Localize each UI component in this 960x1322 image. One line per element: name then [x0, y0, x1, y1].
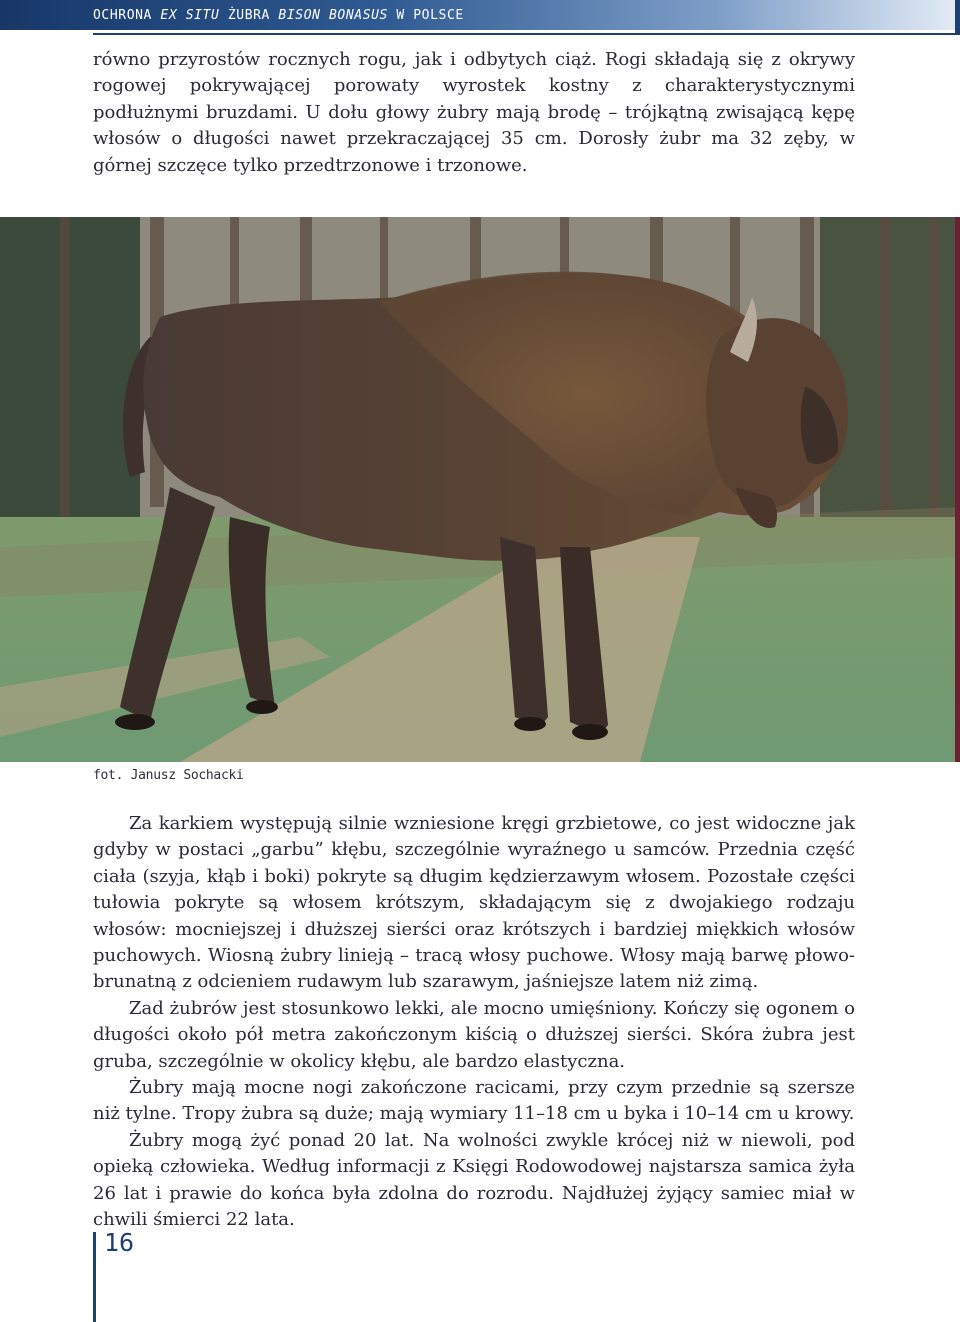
- running-header-title: OCHRONA EX SITU ŻUBRA BISON BONASUS W POLSCE: [93, 8, 464, 23]
- paragraph: Za karkiem występują silnie wzniesione kręgi grzbietowe, co jest widoczne jak gdyby w postaci „garbu” kłębu, szczególnie wyraźnego u samców. Przednia część ciała (szyja, kłąb i boki) pokryte są długim kędzierzawym włosem. Pozostałe części tułowia pokryte są włosem krótszym, składającym się z dwojakiego rodzaju włosów: mocniejszej i dłuższej sierści oraz krótszych i bardziej miękkich włosów puchowych. Wiosną żubry linieją – tracą włosy puchowe. Włosy mają barwę płowo-brunatną z odcieniem rudawym lub szarawym, jaśniejsze latem niż zimą.: [93, 813, 855, 993]
- photo-caption: fot. Janusz Sochacki: [93, 768, 244, 783]
- page-number-rule: [93, 1232, 96, 1322]
- paragraph: Zad żubrów jest stosunkowo lekki, ale mocno umięśniony. Kończy się ogonem o długości około pół metra zakończonym kiścią o dłuższej sierści. Skóra żubra jest gruba, szczególnie w okolicy kłębu, ale bardzo elastyczna.: [93, 997, 855, 1072]
- intro-text: równo przyrostów rocznych rogu, jak i odbytych ciąż. Rogi składają się z okrywy rogowej pokrywającej porowaty wyrostek kostny z charakterystycznymi podłużnymi bruzdami. U dołu głowy żubry mają brodę – trójkątną zwisającą kępę włosów o długości nawet przekraczającej 35 cm. Dorosły żubr ma 32 zęby, w górnej szczęce tylko przedtrzonowe i trzonowe.: [93, 49, 855, 176]
- paragraph: Żubry mają mocne nogi zakończone racicami, przy czym przednie są szersze niż tylne. Tropy żubra są duże; mają wymiary 11–18 cm u byka i 10–14 cm u krowy.: [93, 1077, 855, 1125]
- header-corner-tab: [955, 0, 960, 34]
- intro-paragraph: [93, 47, 855, 179]
- header-rule: [93, 33, 960, 35]
- page-number: 16: [104, 1228, 135, 1257]
- bison-photo: [0, 217, 960, 762]
- body-text: [93, 811, 855, 1234]
- photo-edge-bar: [955, 217, 960, 762]
- paragraph: Żubry mogą żyć ponad 20 lat. Na wolności zwykle krócej niż w niewoli, pod opieką człowieka. Według informacji z Księgi Rodowodowej najstarsza samica żyła 26 lat i prawie do końca była zdolna do rozrodu. Najdłużej żyjący samiec miał w chwili śmierci 22 lata.: [93, 1129, 855, 1231]
